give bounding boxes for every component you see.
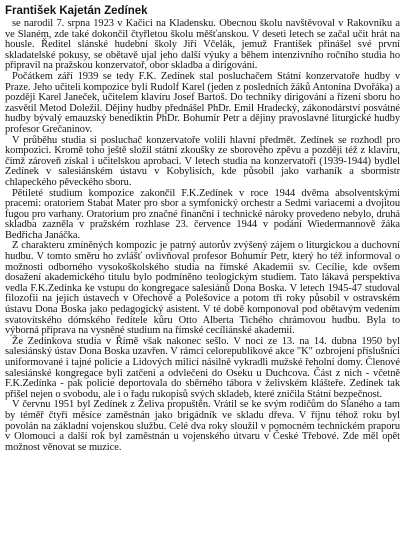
paragraph-6: Že Zedínkova studia v Římě však nakonec sešlo. V noci ze 13. na 14. dubna 1950 byl salesiánský ústav Dona Boska uzavřen. V rámci celorepublikové akce "K" ozbrojení příslušníci uniformované i tajné policie a Lidových milicí násilně vykradli mužské řeholní domy. Členové salesiánské kongregace byli zatčeni a odvlečeni do Oseku u Duchcova. Část z nich - včetně F.K.Zedínka - pak policie deportovala do sběrného tábora v želivském klášteře. Zedínek tak přišel nejen o svobodu, ale i o řadu rukopisů svých skladeb, které zničila Státní bezpečnost. (5, 335, 400, 400)
paragraph-1: se narodil 7. srpna 1923 v Kačici na Kladensku. Obecnou školu navštěvoval v Rakovníku a ve Slaném, zde také dokončil čtyřletou školu měšťanskou. V deseti letech se začal učit hrát na housle. Ředitel slánské hudební školy Jiří Včelák, jemuž František přinášel své první skladatelské pokusy, se obětavě ujal jeho další výuky a během intenzivního ročního studia ho připravil na pražskou konzervatoř, obor skladba a dirigování. (5, 18, 400, 72)
paragraph-2: Počátkem září 1939 se tedy F.K. Zedínek stal posluchačem Státní konzervatoře hudby v Praze. Jeho učiteli kompozice byli Rudolf Karel (jeden z posledních žáků Antonína Dvořáka) a později Karel Janeček, učitelem klavíru Josef Bartoš. Do techniky dirigování a řízení sboru ho zasvětil Metod Doležil. Dějiny hudby přednášel PhDr. Emil Hradecký, zákonodárství posvátné hudby bývalý emauzský benediktin PhDr. Bohumír Petr a dějiny pravoslavné liturgické hudby profesor Grečaninov. (5, 70, 400, 135)
paragraph-7: V červnu 1951 byl Zedínek z Želiva propuštěn. Vrátil se ke svým rodičům do Slaného a tam by téměř čtyři měsíce zaměstnán jako brigádník ve skladu dřeva. V říjnu téhož roku byl povolán na základní vojenskou službu. Celé dva roky sloužil v pomocném technickém praporu v Olomouci a další rok byl zaměstnán u vojenského útvaru v České Třebové. Zde měl opět možnost věnovat se muzice. (5, 399, 400, 453)
paragraph-3: V průběhu studia si posluchač konzervatoře volili hlavní předmět. Zedínek se rozhodl pro kompozici. Kromě toho ještě složil státní zkoušky ze sborového zpěvu a později též z klavíru, čímž zároveň získal i učitelskou aprobaci. V letech studia na konzervatoři (1939-1944) bydlel Zedínek v salesiánském ústavu v Kobylisích, kde působil jako varhaník a sbormistr chlapeckého pěveckého sboru. (5, 134, 400, 188)
page-title: František Kajetán Zedínek (5, 5, 148, 17)
paragraph-5: Z charakteru zmíněných kompozic je patrný autorův zvýšený zájem o liturgickou a duchovní hudbu. V tomto směru ho zvlášť ovlivňoval profesor Bohumír Petr, který ho též informoval o možnosti odborného vysokoškolského studia na římské Akademii sv. Cecílie, kde ovšem dosažení akademického titulu bylo podmíněno teologickým studiem. Tato lákavá perspektiva vedla F.K.Zedínka ke vstupu do kongregace salesiánů Dona Boska. V letech 1945-47 studoval filozofii na jejích ústavech v Ořechově a Polešovice a potom tři roky působil v ostravském ústavu Dona Boska jako pedagogický asistent. V té době komponoval pod obětavým vedením svatovítského dómského ředitele kůru Otto Alberta Tichého chrámovou hudbu. Byla to výborná příprava na vysněné studium na římské cecíliánské akademii. (5, 240, 400, 337)
paragraph-4: Pětileté studium kompozice zakončil F.K.Zedínek v roce 1944 dvěma absolventskými pracemi: oratoriem Stabat Mater pro sbor a symfonický orchestr a Sedmi variacemi a dvojitou fugou pro varhany. Oratorium pro značné finanční i technické nároky provedeno nebylo, druhá skladba zazněla v pražském rozhlase 23. července 1944 v podání Wiedermannově žáka Bedřicha Janáčka. (5, 187, 400, 241)
